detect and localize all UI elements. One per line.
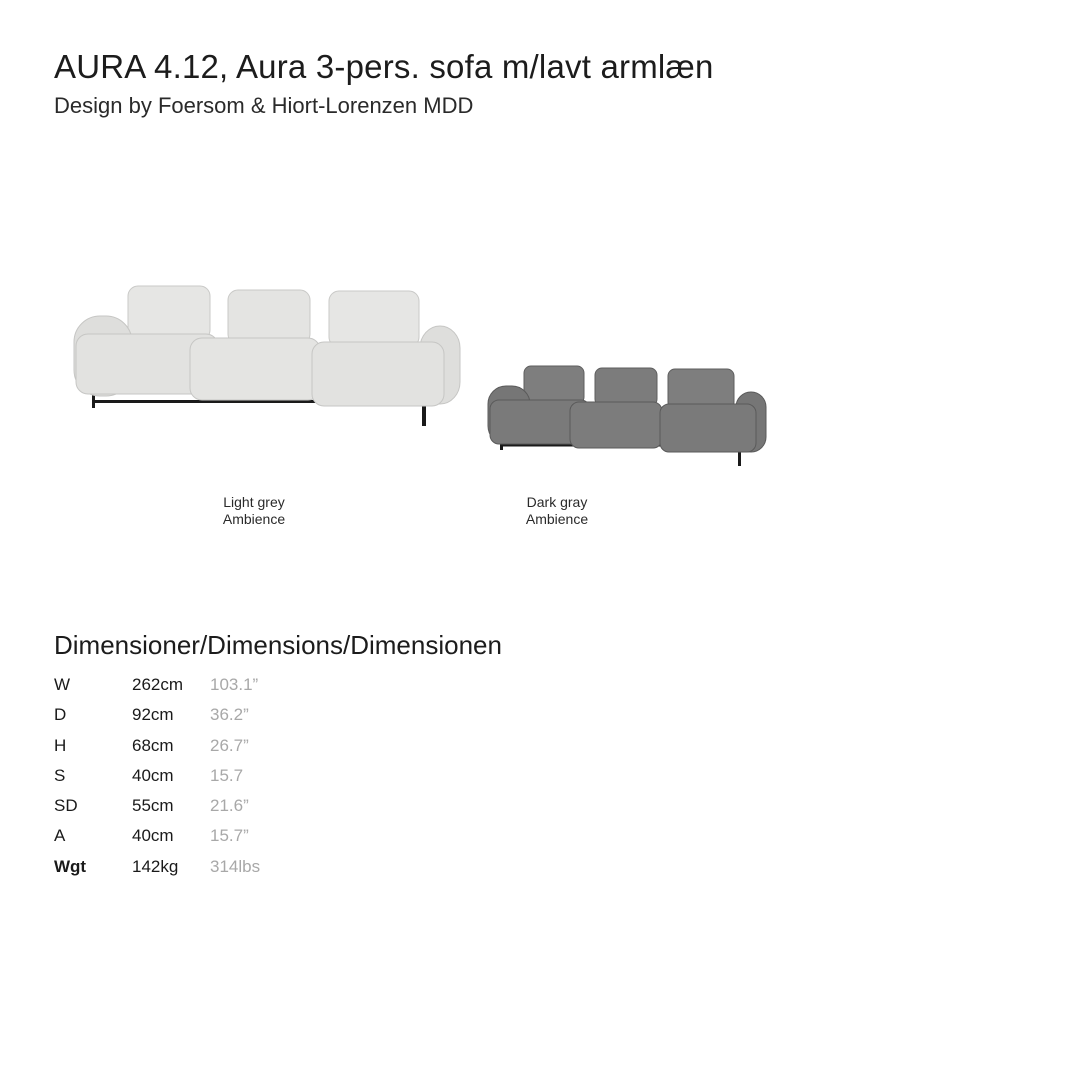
designer-credit: Design by Foersom & Hiort-Lorenzen MDD: [54, 93, 474, 118]
dimension-metric-value: 142kg: [132, 856, 179, 876]
dimension-metric-value: 92cm: [132, 705, 174, 725]
dimension-label: S: [54, 765, 66, 785]
dimension-imperial-value: 26.7”: [210, 735, 249, 755]
dimension-imperial-value: 15.7: [210, 765, 244, 785]
variant-caption-dark-gray: [457, 494, 657, 528]
dimension-label: W: [54, 675, 71, 694]
variant-caption-light-grey: [154, 494, 354, 528]
dimension-metric-value: 40cm: [132, 765, 174, 785]
dimension-imperial-value: 21.6”: [210, 796, 249, 816]
dimension-metric-value: 55cm: [132, 796, 174, 816]
variant-color-label: Light grey: [223, 494, 285, 510]
dimension-label: SD: [54, 796, 78, 816]
variant-collection-label: Ambience: [525, 511, 589, 527]
dimension-label: A: [54, 826, 66, 846]
dimension-imperial-value: 15.7”: [210, 826, 249, 846]
dimension-metric-value: 68cm: [132, 735, 174, 755]
dimension-imperial-value: 314lbs: [210, 856, 261, 876]
dimension-label: H: [54, 735, 67, 755]
dimensions-heading: Dimensioner/Dimensions/Dimensionen: [54, 630, 502, 660]
dimension-label: D: [54, 705, 67, 725]
page-title: AURA 4.12, Aura 3-pers. sofa m/lavt armlæn: [54, 48, 714, 85]
sofa-dark-gray-image: [484, 360, 768, 468]
dimension-metric-value: 40cm: [132, 826, 174, 846]
variant-collection-label: Ambience: [222, 511, 286, 527]
variant-color-label: Dark gray: [526, 494, 588, 510]
dimension-imperial-value: 103.1”: [210, 675, 259, 694]
dimension-imperial-value: 36.2”: [210, 705, 249, 725]
dimension-label: Wgt: [54, 856, 87, 876]
sofa-light-grey-image: [70, 282, 462, 430]
dimension-metric-value: 262cm: [132, 675, 184, 694]
